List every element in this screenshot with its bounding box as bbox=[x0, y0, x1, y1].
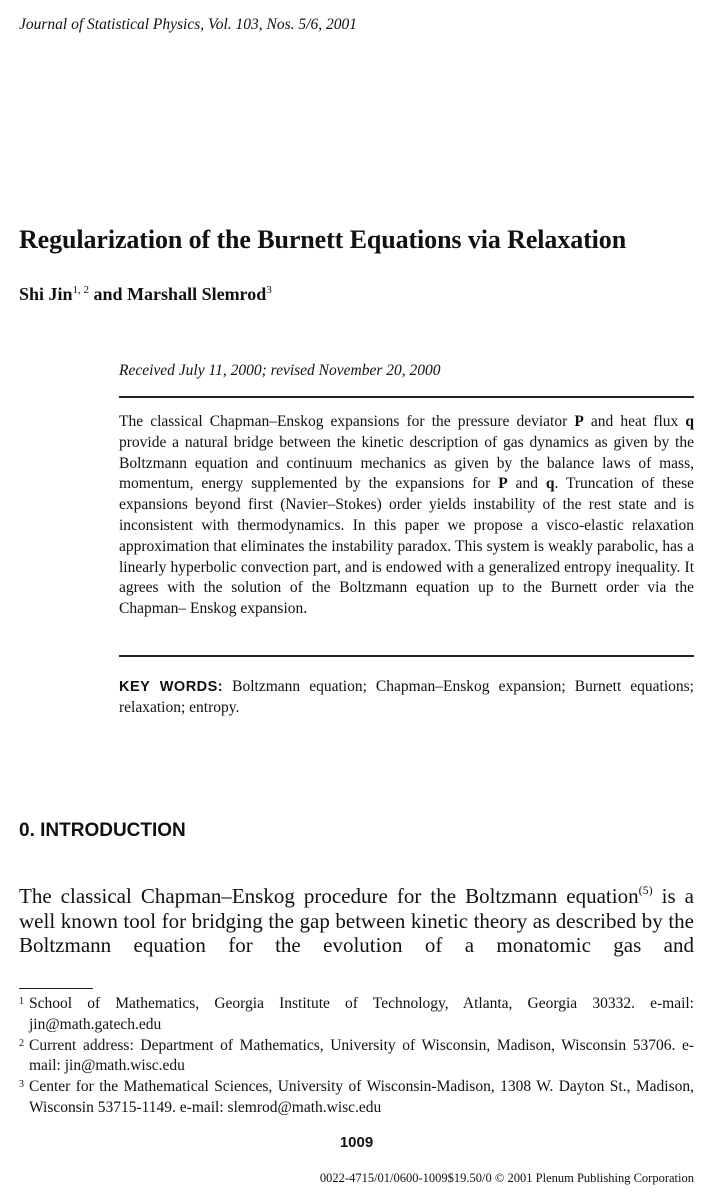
abstract-top-rule bbox=[119, 396, 694, 398]
author-name: and Marshall Slemrod bbox=[89, 284, 267, 304]
footnote bbox=[19, 994, 694, 1036]
abstract-text: The classical Chapman–Enskog expansions for the pressure deviator bbox=[119, 413, 575, 430]
footnote-text: Center for the Mathematical Sciences, University of Wisconsin-Madison, 1308 W. Dayton St., Madison, Wisconsin 53715-1149. e-mail: slemrod@math.wisc.edu bbox=[29, 1078, 694, 1116]
keywords-text: Boltzmann equation; Chapman–Enskog expansion; Burnett equations; relaxation; entropy. bbox=[119, 678, 694, 716]
symbol-P: P bbox=[498, 475, 508, 493]
body-paragraph bbox=[19, 884, 694, 958]
footnote-text: School of Mathematics, Georgia Institute of Technology, Atlanta, Georgia 30332. e-mail: jin@math.gatech.edu bbox=[29, 995, 694, 1033]
received-dates: Received July 11, 2000; revised November 20, 2000 bbox=[119, 362, 441, 379]
page-number: 1009 bbox=[339, 1134, 374, 1151]
footnote-rule bbox=[19, 988, 93, 989]
keywords-label: KEY WORDS: bbox=[119, 679, 224, 695]
footnote-text: Current address: Department of Mathematics, University of Wisconsin, Madison, Wisconsin 53706. e-mail: jin@math.wisc.edu bbox=[29, 1036, 694, 1075]
abstract-text: provide a natural bridge between the kinetic description of gas dynamics as given by the Boltzmann equation and continuum mechanics as given by the balance laws of mass, momentum, energy supplemented by the expansions for bbox=[119, 433, 694, 493]
author-line bbox=[19, 284, 272, 305]
copyright-line: 0022-4715/01/0600-1009$19.50/0 © 2001 Plenum Publishing Corporation bbox=[319, 1171, 694, 1185]
affiliation-mark: 1, 2 bbox=[72, 284, 90, 296]
footnote bbox=[19, 1036, 694, 1078]
paper-title: Regularization of the Burnett Equations via Relaxation bbox=[19, 225, 627, 254]
abstract-text: and bbox=[507, 475, 546, 493]
footnotes bbox=[19, 994, 694, 1119]
abstract bbox=[119, 412, 694, 620]
body-text: The classical Chapman–Enskog procedure for the Boltzmann equation bbox=[19, 884, 639, 908]
footnote-mark: 2 bbox=[19, 1037, 24, 1049]
abstract-text: . Truncation of these expansions beyond first (Navier–Stokes) order yields instability of the rest state and is inconsistent with thermodynamics. In this paper we propose a visco-elastic relaxation approximation that eliminates the instability paradox. This system is weakly parabolic, has a linearly hyperbolic convection part, and is endowed with a generalized entropy inequality. It agrees with the solution of the Boltzmann equation up to the Burnett order via the Chapman– Enskog expansion. bbox=[119, 475, 694, 618]
journal-header: Journal of Statistical Physics, Vol. 103, Nos. 5/6, 2001 bbox=[19, 16, 357, 33]
citation-ref: (5) bbox=[638, 883, 653, 897]
abstract-bottom-rule bbox=[119, 655, 694, 657]
symbol-q: q bbox=[545, 475, 555, 493]
footnote bbox=[19, 1077, 694, 1119]
symbol-q: q bbox=[685, 413, 694, 430]
abstract-text: and heat flux bbox=[583, 413, 686, 430]
body-text: is a well known tool for bridging the gap between kinetic theory as described by the Boltzmann equation for the evolution of a monatomic gas and bbox=[19, 884, 694, 957]
symbol-P: P bbox=[574, 413, 584, 430]
author-name: Shi Jin bbox=[19, 284, 73, 304]
footnote-mark: 3 bbox=[19, 1079, 24, 1091]
footnote-mark: 1 bbox=[19, 996, 24, 1007]
keywords bbox=[119, 677, 694, 719]
section-heading: 0. INTRODUCTION bbox=[19, 820, 186, 841]
affiliation-mark: 3 bbox=[266, 284, 272, 296]
